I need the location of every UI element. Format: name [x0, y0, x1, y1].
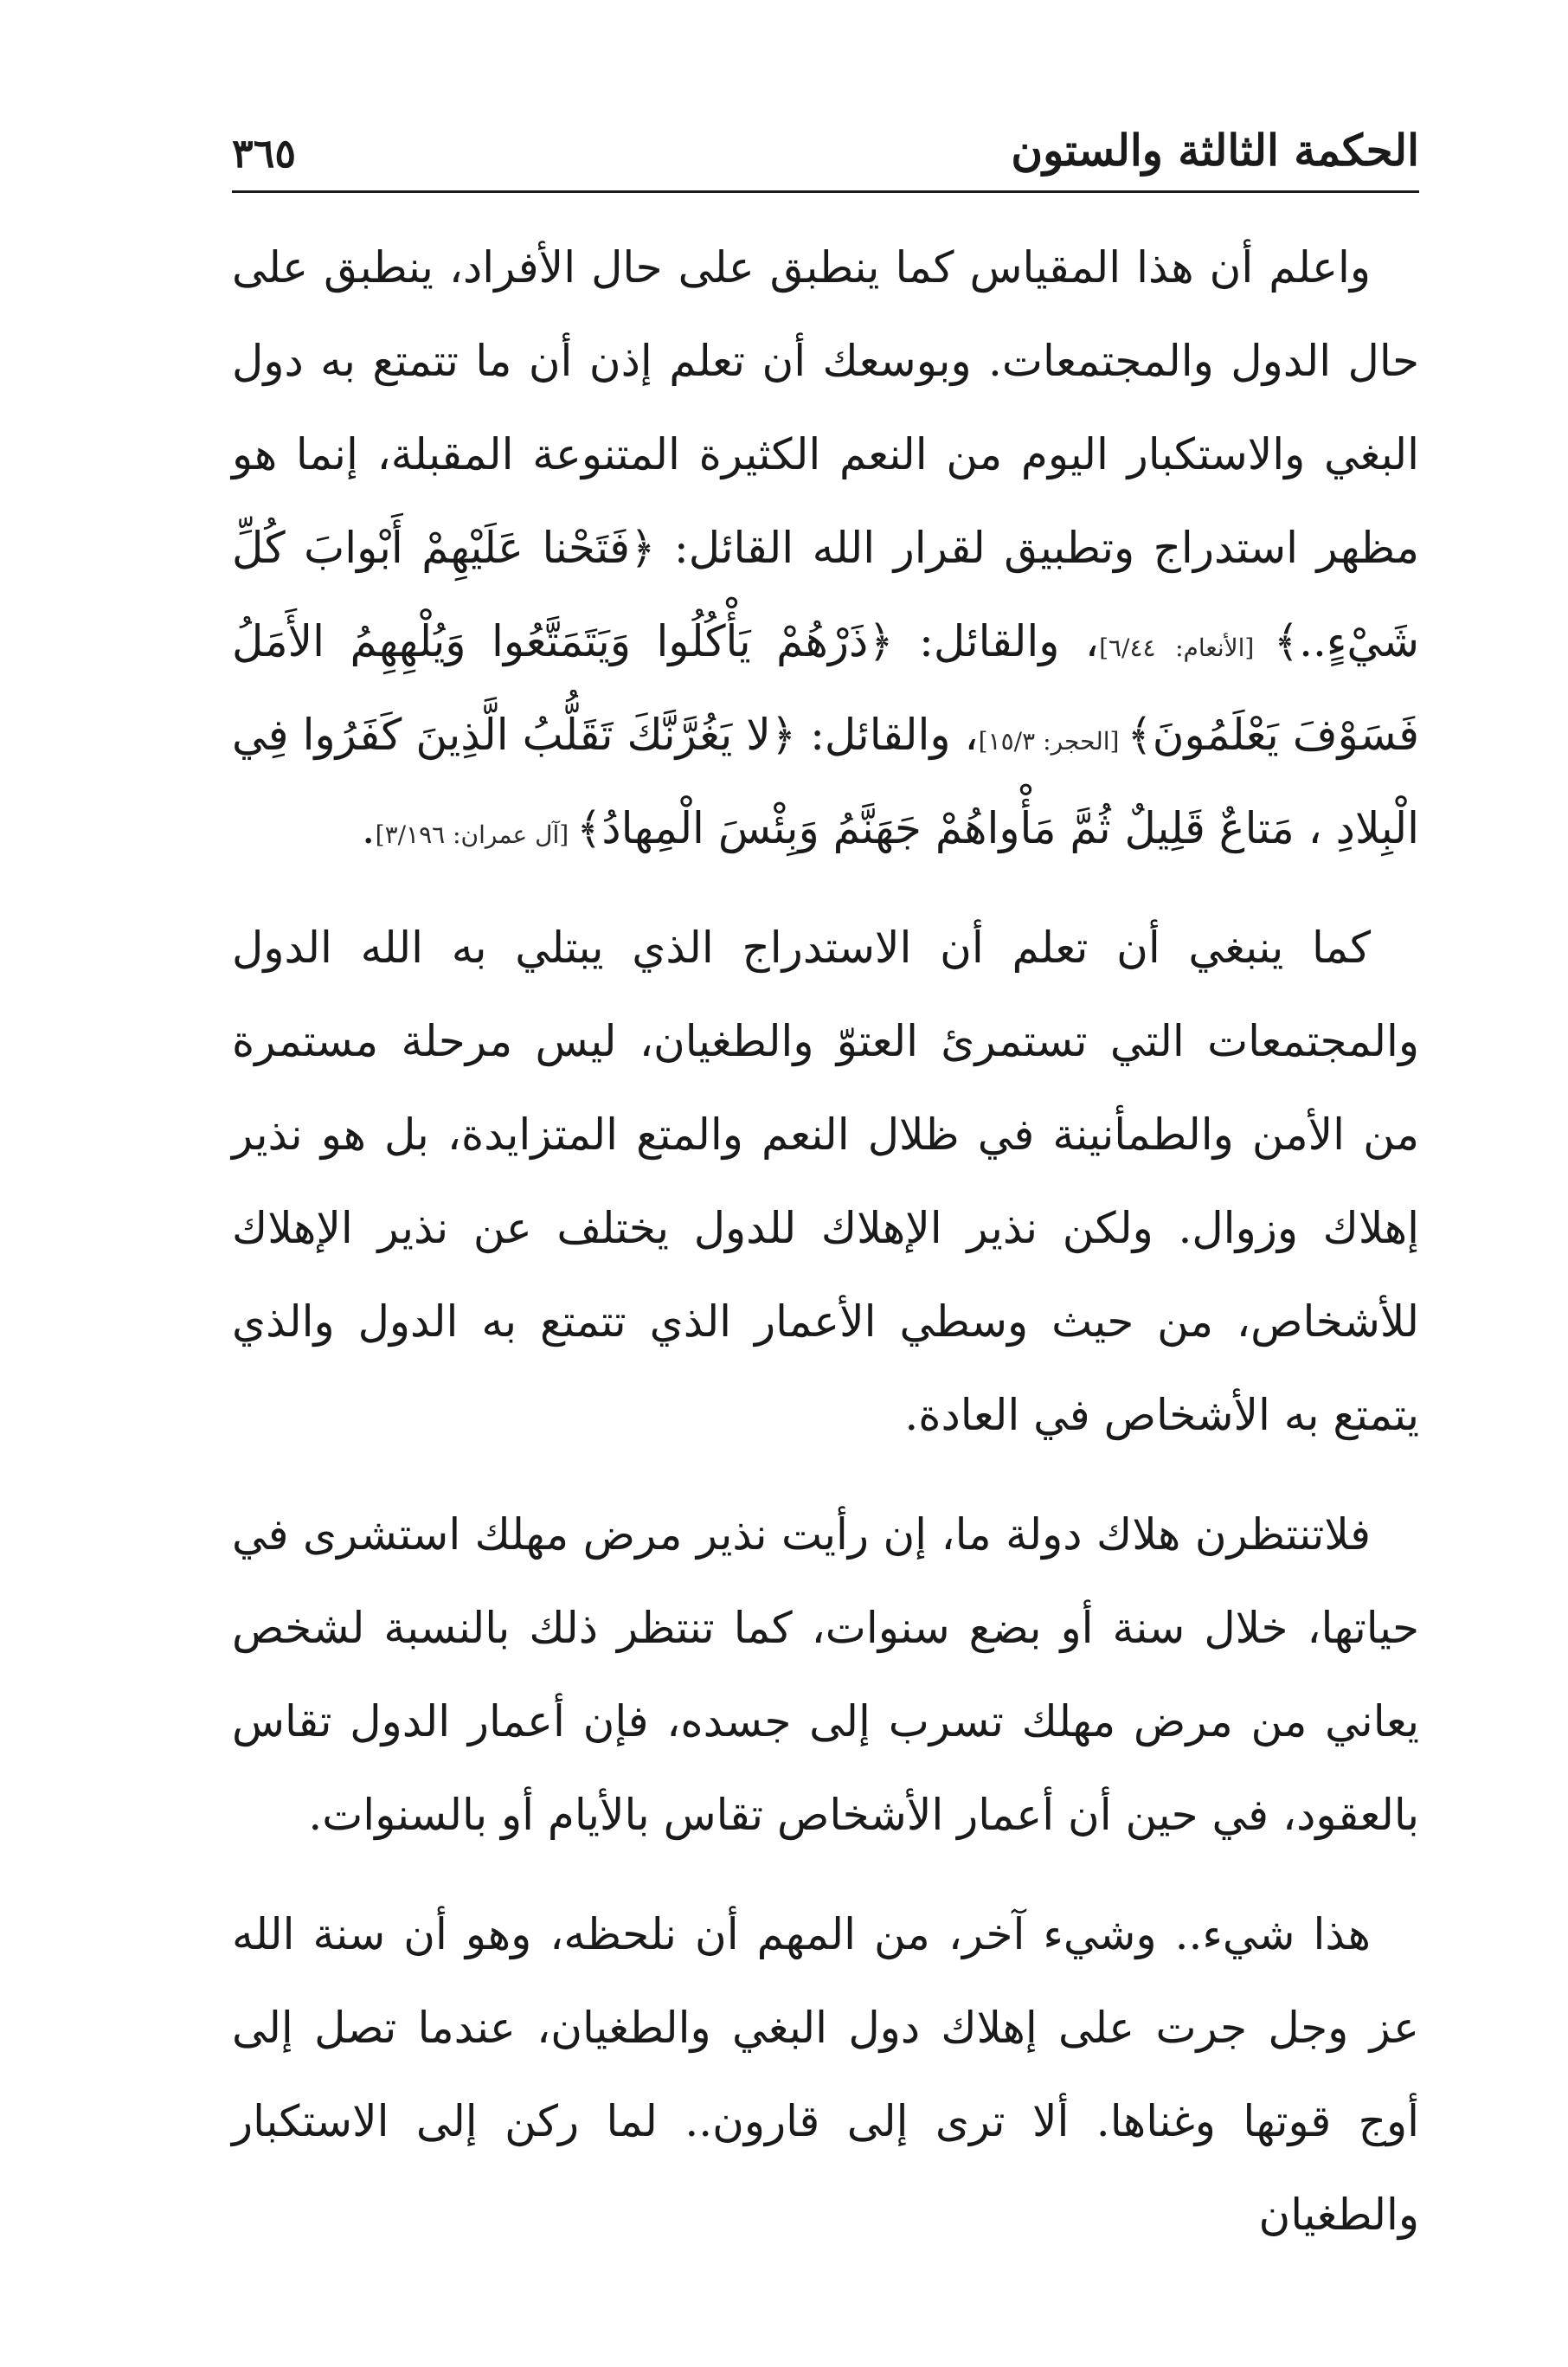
paragraph-text: كما ينبغي أن تعلم أن الاستدراج الذي يبتلي به الله الدول والمجتمعات التي تستمرئ العتوّ والطغيان، ليس مرحلة مستمرة من الأمن والطمأنينة في ظلال النعم والمتع المتزايدة، بل هو نذير إهلاك وزوال. ولكن نذير الإهلاك للدول يختلف عن نذير الإهلاك للأشخاص، من حيث وسطي الأعمار الذي تتمتع به الدول والذي يتمتع به الأشخاص في العادة. [232, 923, 1419, 1440]
quran-verse: ﴿فَتَحْنا عَلَيْهِمْ أَبْوابَ كُلِّ شَيْءٍ..﴾ [232, 523, 1419, 666]
paragraph-3 [232, 1488, 1419, 1862]
paragraph-text: هذا شيء.. وشيء آخر، من المهم أن نلحظه، وهو أن سنة الله عز وجل جرت على إهلاك دول البغي والطغيان، عندما تصل إلى أوج قوتها وغناها. ألا ترى إلى قارون.. لما ركن إلى الاستكبار والطغيان [232, 1909, 1419, 2240]
body-text [232, 221, 1419, 2261]
paragraph-1 [232, 221, 1419, 875]
paragraph-text: . [361, 803, 376, 853]
header-rule [232, 190, 1419, 193]
paragraph-4 [232, 1888, 1419, 2261]
quran-verse: ﴿ذَرْهُمْ يَأْكُلُوا وَيَتَمَتَّعُوا وَيُلْهِهِمُ الأَمَلُ فَسَوْفَ يَعْلَمُونَ﴾ [232, 616, 1419, 760]
running-head: الحكمة الثالثة والستون [1011, 125, 1419, 176]
verse-reference: [آل عمران: ٣/١٩٦] [375, 820, 577, 849]
verse-reference: [الأنعام: ٦/٤٤] [1099, 634, 1274, 662]
paragraph-text: واعلم أن هذا المقياس كما ينطبق على حال الأفراد، ينطبق على حال الدول والمجتمعات. وبوسعك أن تعلم إذن أن ما تتمتع به دول البغي والاستكبار اليوم من النعم الكثيرة المتنوعة المقبلة، إنما هو مظهر استدراج وتطبيق لقرار الله القائل: [232, 242, 1419, 573]
page-number: ٣٦٥ [232, 130, 297, 177]
verse-reference: [الحجر: ١٥/٣] [978, 727, 1128, 756]
page-header [232, 113, 1419, 190]
paragraph-text: فلاتنتظرن هلاك دولة ما، إن رأيت نذير مرض مهلك استشرى في حياتها، خلال سنة أو بضع سنوات، كما تنتظر ذلك بالنسبة لشخص يعاني من مرض مهلك تسرب إلى جسده، فإن أعمار الدول تقاس بالعقود، في حين أن أعمار الأشخاص تقاس بالأيام أو بالسنوات. [232, 1509, 1419, 1840]
paragraph-text: ، والقائل: [796, 710, 979, 760]
paragraph-text: ، والقائل: [893, 616, 1100, 666]
paragraph-2 [232, 901, 1419, 1462]
quran-verse: ﴿لا يَغُرَّنَّكَ تَقَلُّبُ الَّذِينَ كَفَرُوا فِي الْبِلادِ ، مَتاعٌ قَلِيلٌ ثُمَّ مَأْواهُمْ جَهَنَّمُ وَبِئْسَ الْمِهادُ﴾ [232, 710, 1419, 853]
